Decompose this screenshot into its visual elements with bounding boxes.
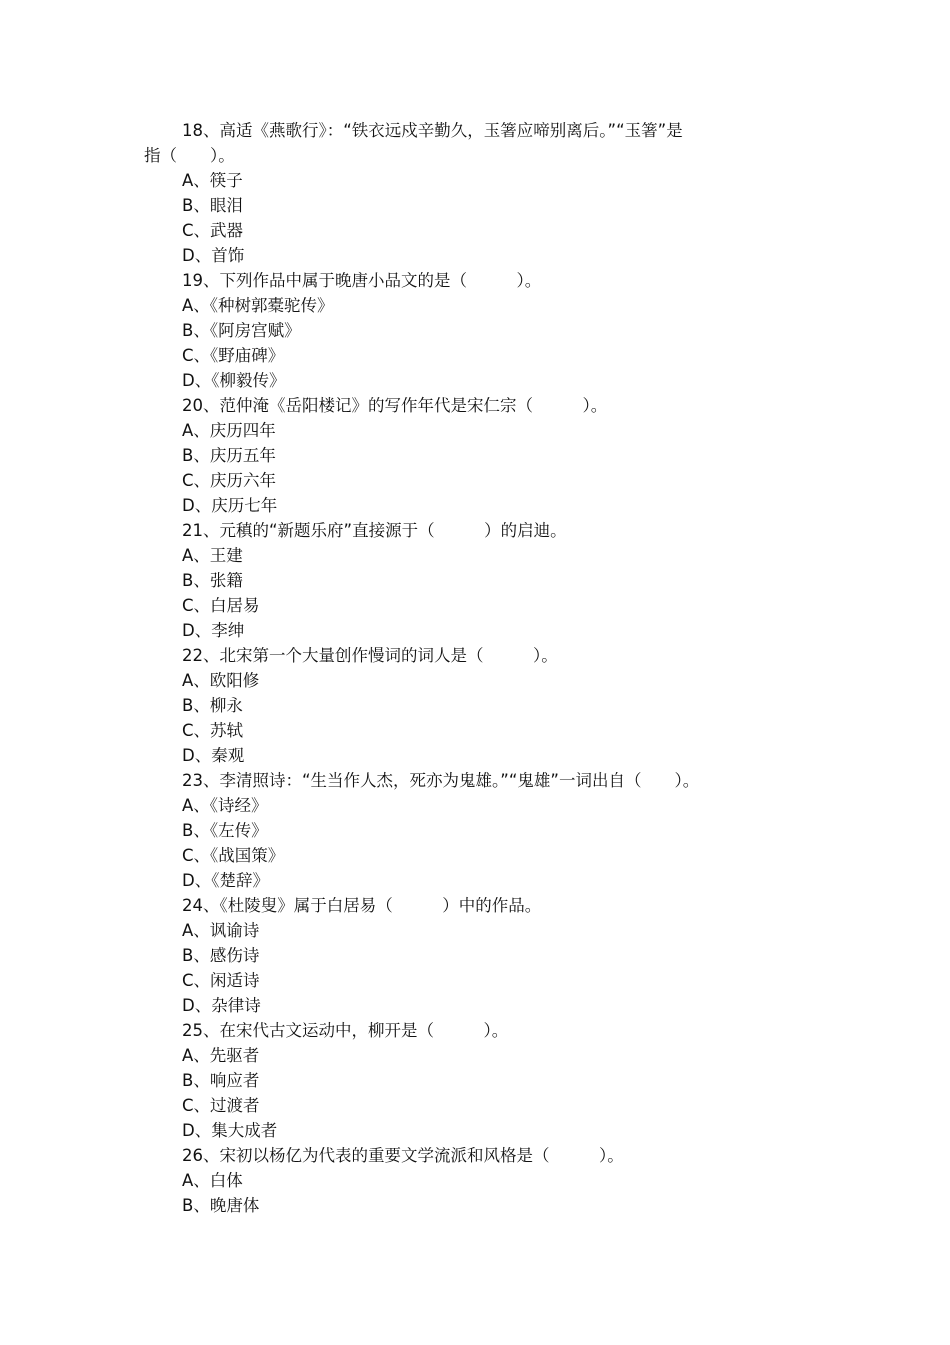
option: B、感伤诗 <box>182 946 260 965</box>
option: D、首饰 <box>182 246 245 265</box>
question-stem: 21、元稹的“新题乐府”直接源于（ ）的启迪。 <box>182 521 567 540</box>
option: B、柳永 <box>182 696 243 715</box>
option: B、《左传》 <box>182 821 268 840</box>
question-stem: 23、李清照诗：“生当作人杰，死亦为鬼雄。”“鬼雄”一词出自（ ）。 <box>182 771 700 790</box>
option: C、苏轼 <box>182 721 244 740</box>
option: D、杂律诗 <box>182 996 261 1015</box>
option: C、武器 <box>182 221 244 240</box>
option: D、秦观 <box>182 746 245 765</box>
option: C、《野庙碑》 <box>182 346 285 365</box>
option: A、筷子 <box>182 171 243 190</box>
question-list <box>144 118 824 1218</box>
question-stem: 26、宋初以杨亿为代表的重要文学流派和风格是（ ）。 <box>182 1146 624 1165</box>
option: D、《柳毅传》 <box>182 371 286 390</box>
option: B、眼泪 <box>182 196 243 215</box>
option: B、张籍 <box>182 571 243 590</box>
option: A、先驱者 <box>182 1046 260 1065</box>
option: A、欧阳修 <box>182 671 260 690</box>
option: C、白居易 <box>182 596 260 615</box>
question-stem-continued: 指（ ）。 <box>144 146 235 165</box>
question-stem: 19、下列作品中属于晚唐小品文的是（ ）。 <box>182 271 542 290</box>
option: A、《诗经》 <box>182 796 268 815</box>
question-stem: 20、范仲淹《岳阳楼记》的写作年代是宋仁宗（ ）。 <box>182 396 608 415</box>
option: C、过渡者 <box>182 1096 260 1115</box>
option: D、李绅 <box>182 621 245 640</box>
option: A、白体 <box>182 1171 243 1190</box>
question-stem: 25、在宋代古文运动中，柳开是（ ）。 <box>182 1021 509 1040</box>
option: B、晚唐体 <box>182 1196 260 1215</box>
option: A、王建 <box>182 546 243 565</box>
question-stem: 24、《杜陵叟》属于白居易（ ）中的作品。 <box>182 896 542 915</box>
option: A、讽谕诗 <box>182 921 260 940</box>
option: D、《楚辞》 <box>182 871 269 890</box>
option: D、集大成者 <box>182 1121 278 1140</box>
option: B、响应者 <box>182 1071 260 1090</box>
option: B、《阿房宫赋》 <box>182 321 301 340</box>
option: D、庆历七年 <box>182 496 278 515</box>
option: C、《战国策》 <box>182 846 285 865</box>
option: A、庆历四年 <box>182 421 276 440</box>
option: C、闲适诗 <box>182 971 260 990</box>
option: C、庆历六年 <box>182 471 277 490</box>
option: A、《种树郭橐驼传》 <box>182 296 334 315</box>
question-stem: 22、北宋第一个大量创作慢词的词人是（ ）。 <box>182 646 558 665</box>
option: B、庆历五年 <box>182 446 276 465</box>
question-stem: 18、高适《燕歌行》：“铁衣远戍辛勤久，玉箸应啼别离后。”“玉箸”是 <box>182 121 683 140</box>
